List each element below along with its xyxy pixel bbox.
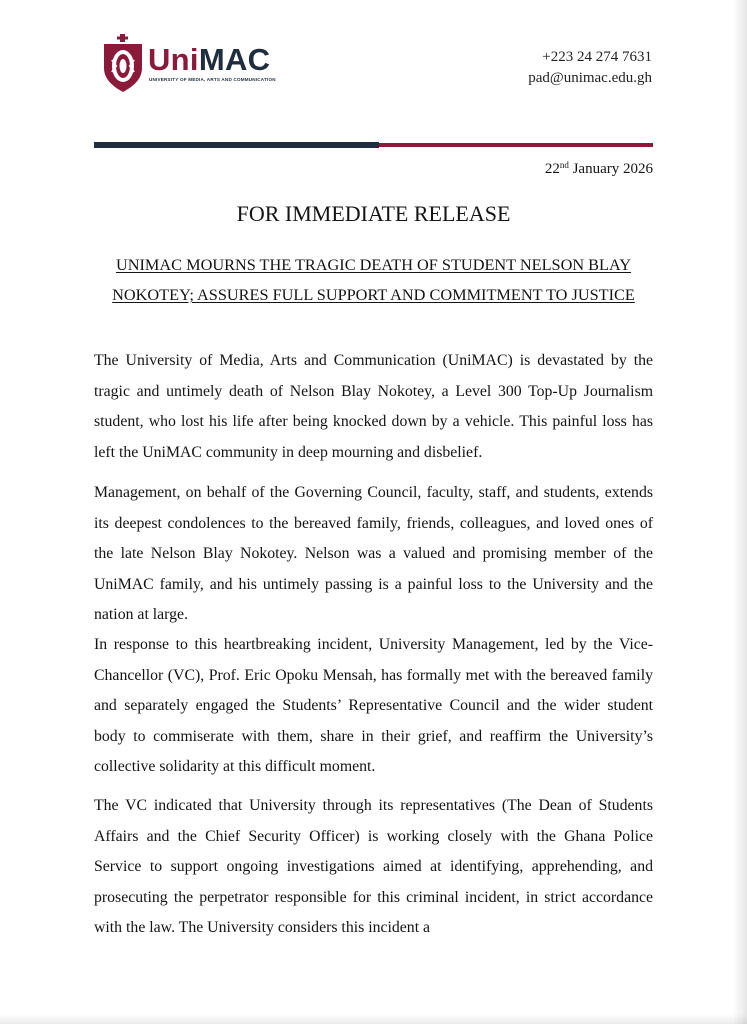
crest-icon: [100, 34, 146, 94]
date-day: 22: [544, 161, 560, 177]
date-suffix: nd: [559, 160, 569, 170]
logo-wordmark: [148, 42, 270, 78]
paragraph: The VC indicated that University through its representatives (The Dean of Students Affairs and the Chief Security Officer) is working closely with the Ghana Police Service to support ongoing investigations aimed at identifying, apprehending, and prosecuting the perpetrator responsible for this criminal incident, in strict accordance with the law. The University considers this incident a: [94, 797, 653, 936]
paragraph: In response to this heartbreaking incident, University Management, led by the Vice-Chancellor (VC), Prof. Eric Opoku Mensah, has formally met with the bereaved family and separately engaged the Students’ Representative Council and the wider student body to commiserate with them, share in their grief, and reaffirm the University’s collective solidarity at this difficult moment.: [94, 636, 653, 775]
headline: UNIMAC MOURNS THE TRAGIC DEATH OF STUDENT NELSON BLAY NOKOTEY; ASSURES FULL SUPPORT AND COMMITMENT TO JUSTICE: [112, 255, 635, 304]
logo-mac-text: MAC: [198, 42, 271, 77]
date-rest: January 2026: [568, 161, 653, 177]
page-edge-shadow: [733, 0, 747, 1024]
contact-block: [528, 47, 652, 89]
paragraph: The University of Media, Arts and Communication (UniMAC) is devastated by the tragic and untimely death of Nelson Blay Nokotey, a Level 300 Top-Up Journalism student, who lost his life after being knocked down by a vehicle. This painful loss has left the UniMAC community in deep mourning and disbelief.: [94, 352, 653, 461]
logo-uni-text: Uni: [148, 42, 199, 77]
divider-navy-segment: [94, 142, 379, 148]
release-date: [545, 161, 653, 178]
email-address: pad@unimac.edu.gh: [528, 70, 652, 86]
logo-tagline: UNIVERSITY OF MEDIA, ARTS AND COMMUNICATION: [149, 77, 276, 82]
header-divider: [94, 142, 653, 148]
unimac-logo: [100, 34, 275, 94]
release-label: FOR IMMEDIATE RELEASE: [236, 201, 511, 226]
phone-number: +223 24 274 7631: [542, 49, 652, 65]
paragraph: Management, on behalf of the Governing Council, faculty, staff, and students, extends its deepest condolences to the bereaved family, friends, colleagues, and loved ones of the late Nelson Blay Nokotey. Nelson was a valued and promising member of the UniMAC family, and his untimely passing is a painful loss to the University and the nation at large.: [94, 484, 653, 623]
page-bottom-shadow: [0, 1014, 747, 1024]
divider-maroon-segment: [379, 143, 653, 147]
